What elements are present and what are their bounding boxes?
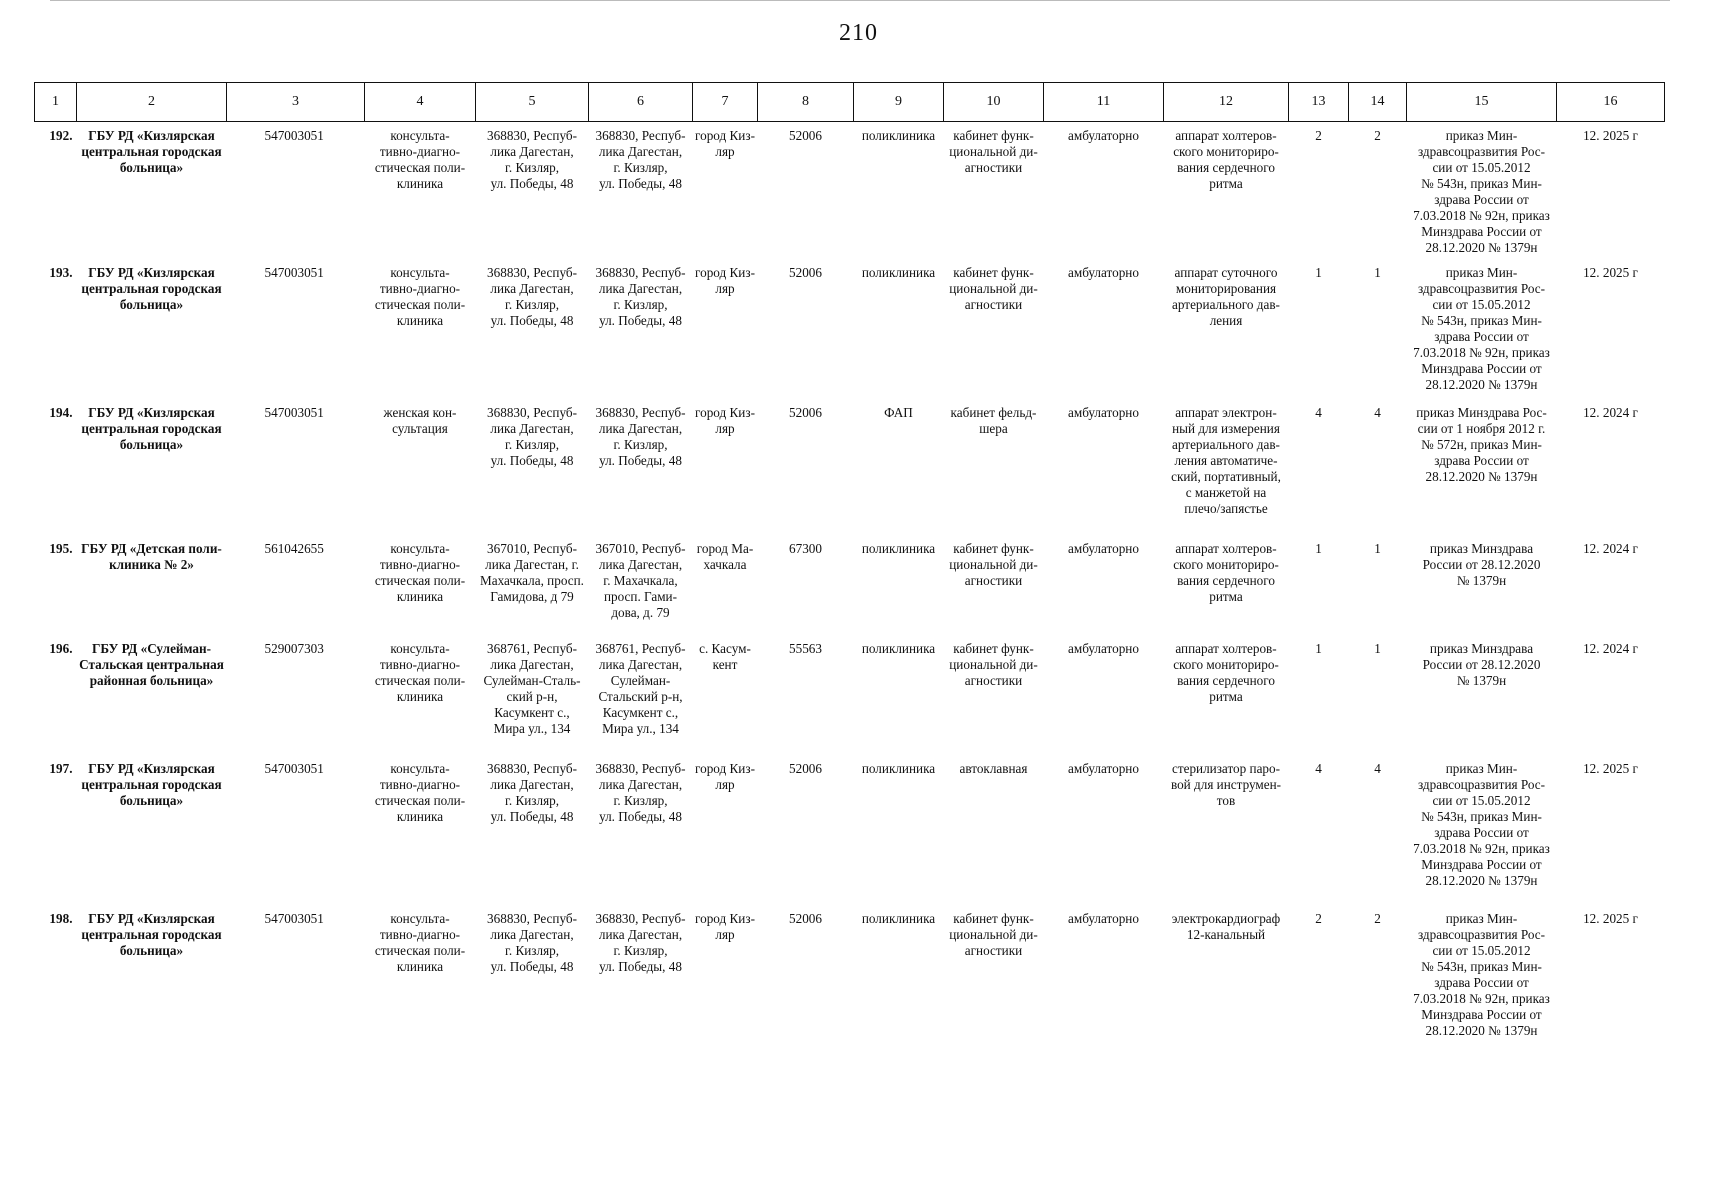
column-header: 16 (1557, 83, 1665, 122)
column-header: 3 (227, 83, 365, 122)
legal-address: 368830, Респуб- лика Дагестан, г. Кизляр, ул. Победы, 48 (487, 264, 577, 328)
care-mode: амбулаторно (1068, 910, 1139, 926)
table-row (35, 122, 1665, 259)
care-mode: амбулаторно (1068, 640, 1139, 656)
inn-code: 547003051 (264, 264, 324, 280)
unit-name: женская кон- сультация (383, 404, 457, 436)
column-header: 13 (1289, 83, 1349, 122)
table-row (35, 905, 1665, 1055)
inn-code: 529007303 (264, 640, 324, 656)
organization-name: ГБУ РД «Кизлярская центральная городская больница» (81, 404, 222, 452)
oktmo-code: 52006 (789, 404, 822, 420)
row-number: 197. (49, 760, 73, 776)
facility-type: поликлиника (861, 128, 936, 143)
row-number: 193. (49, 264, 73, 280)
quantity-required: 2 (1315, 128, 1322, 143)
care-mode: амбулаторно (1068, 128, 1139, 143)
inn-code: 547003051 (264, 404, 324, 420)
unit-name: консульта- тивно-диагно- стическая поли- клиника (374, 760, 466, 824)
equipment-name: аппарат холтеров- ского мониториро- вания сердечного ритма (1173, 540, 1279, 604)
organization-name: ГБУ РД «Сулейман- Стальская центральная районная больница» (79, 640, 224, 688)
quantity-required: 4 (1315, 404, 1322, 420)
column-header: 12 (1164, 83, 1289, 122)
column-header: 8 (758, 83, 854, 122)
quantity-required: 4 (1315, 760, 1322, 776)
quantity-required: 1 (1315, 640, 1322, 656)
facility-type: поликлиника (861, 264, 936, 280)
facility-type: поликлиника (861, 760, 936, 776)
facility-type: поликлиника (861, 540, 936, 556)
room-name: кабинет функ- циональной ди- агностики (949, 128, 1038, 175)
actual-address: 368830, Респуб- лика Дагестан, г. Кизляр, ул. Победы, 48 (595, 264, 686, 328)
actual-address: 368830, Респуб- лика Дагестан, г. Кизляр, ул. Победы, 48 (595, 128, 686, 191)
page-number: 210 (839, 20, 878, 46)
equipment-name: электрокардиограф 12-канальный (1171, 910, 1281, 942)
row-number: 194. (49, 404, 73, 420)
legal-address: 368830, Респуб- лика Дагестан, г. Кизляр, ул. Победы, 48 (487, 760, 577, 824)
actual-address: 368830, Респуб- лика Дагестан, г. Кизляр, ул. Победы, 48 (595, 760, 686, 824)
quantity-planned: 1 (1374, 264, 1381, 280)
legal-basis: приказ Мин- здравсоцразвития Рос- сии от 15.05.2012 № 543н, приказ Мин- здрава России от 7.03.2018 № 92н, приказ Минздрава России от 28.12.2020 № 1379н (1413, 910, 1550, 1038)
deadline: 12. 2024 г (1583, 640, 1638, 656)
quantity-planned: 1 (1374, 640, 1381, 656)
table-row (35, 535, 1665, 635)
actual-address: 368761, Респуб- лика Дагестан, Сулейман- Стальский р-н, Касумкент с., Мира ул., 134 (595, 640, 686, 736)
care-mode: амбулаторно (1068, 264, 1139, 280)
quantity-required: 2 (1315, 910, 1322, 926)
quantity-planned: 2 (1374, 128, 1381, 143)
actual-address: 367010, Респуб- лика Дагестан, г. Махачкала, просп. Гами- дова, д. 79 (595, 540, 686, 620)
equipment-name: аппарат холтеров- ского мониториро- вания сердечного ритма (1173, 128, 1279, 191)
organization-name: ГБУ РД «Кизлярская центральная городская больница» (81, 264, 222, 312)
room-name: кабинет фельд- шера (950, 404, 1037, 436)
inn-code: 547003051 (264, 128, 324, 143)
column-header: 2 (77, 83, 227, 122)
quantity-required: 1 (1315, 540, 1322, 556)
row-number: 195. (49, 540, 73, 556)
top-rule (50, 0, 1670, 1)
unit-name: консульта- тивно-диагно- стическая поли- клиника (374, 540, 466, 604)
column-header: 5 (476, 83, 589, 122)
care-mode: амбулаторно (1068, 540, 1139, 556)
care-mode: амбулаторно (1068, 404, 1139, 420)
equipment-name: аппарат холтеров- ского мониториро- вания сердечного ритма (1173, 640, 1279, 704)
legal-address: 368830, Респуб- лика Дагестан, г. Кизляр, ул. Победы, 48 (487, 128, 577, 191)
column-header: 11 (1044, 83, 1164, 122)
legal-address: 367010, Респуб- лика Дагестан, г. Махачкала, просп. Гамидова, д 79 (480, 540, 584, 604)
equipment-name: аппарат суточного мониторирования артериального дав- ления (1172, 264, 1280, 328)
column-header: 15 (1407, 83, 1557, 122)
organization-name: ГБУ РД «Кизлярская центральная городская больница» (81, 128, 222, 175)
room-name: кабинет функ- циональной ди- агностики (949, 264, 1038, 312)
inn-code: 547003051 (264, 760, 324, 776)
quantity-planned: 2 (1374, 910, 1381, 926)
oktmo-code: 67300 (789, 540, 822, 556)
oktmo-code: 52006 (789, 128, 822, 143)
row-number: 198. (49, 910, 73, 926)
table-row (35, 259, 1665, 399)
unit-name: консульта- тивно-диагно- стическая поли- клиника (374, 264, 466, 328)
oktmo-code: 52006 (789, 910, 822, 926)
facility-type: поликлиника (861, 640, 936, 656)
column-header: 1 (35, 83, 77, 122)
column-header: 6 (589, 83, 693, 122)
locality: с. Касум- кент (699, 640, 751, 672)
equipment-name: стерилизатор паро- вой для инструмен- тов (1170, 760, 1282, 808)
unit-name: консульта- тивно-диагно- стическая поли- клиника (374, 128, 466, 191)
legal-basis: приказ Мин- здравсоцразвития Рос- сии от 15.05.2012 № 543н, приказ Мин- здрава России от 7.03.2018 № 92н, приказ Минздрава России от 28.12.2020 № 1379н (1413, 760, 1550, 888)
facility-type: ФАП (884, 404, 913, 420)
unit-name: консульта- тивно-диагно- стическая поли- клиника (374, 910, 466, 974)
legal-basis: приказ Мин- здравсоцразвития Рос- сии от 15.05.2012 № 543н, приказ Мин- здрава России от 7.03.2018 № 92н, приказ Минздрава России от 28.12.2020 № 1379н (1413, 128, 1550, 255)
legal-basis: приказ Минздрава России от 28.12.2020 № 1379н (1422, 540, 1541, 588)
deadline: 12. 2024 г (1583, 540, 1638, 556)
quantity-planned: 4 (1374, 404, 1381, 420)
quantity-required: 1 (1315, 264, 1322, 280)
locality: город Киз- ляр (695, 128, 755, 159)
locality: город Киз- ляр (695, 760, 755, 792)
legal-basis: приказ Минздрава Рос- сии от 1 ноября 2012 г. № 572н, приказ Мин- здрава России от 28.12.2020 № 1379н (1416, 404, 1547, 484)
actual-address: 368830, Респуб- лика Дагестан, г. Кизляр, ул. Победы, 48 (595, 910, 686, 974)
column-header: 7 (693, 83, 758, 122)
room-name: кабинет функ- циональной ди- агностики (949, 910, 1038, 958)
inn-code: 547003051 (264, 910, 324, 926)
header-row (35, 83, 1665, 122)
deadline: 12. 2025 г (1583, 128, 1638, 143)
row-number: 196. (49, 640, 73, 656)
oktmo-code: 52006 (789, 760, 822, 776)
actual-address: 368830, Респуб- лика Дагестан, г. Кизляр, ул. Победы, 48 (595, 404, 686, 468)
column-header: 14 (1349, 83, 1407, 122)
deadline: 12. 2025 г (1583, 264, 1638, 280)
room-name: автоклавная (959, 760, 1028, 776)
locality: город Киз- ляр (695, 404, 755, 436)
organization-name: ГБУ РД «Кизлярская центральная городская больница» (81, 760, 222, 808)
table-row (35, 399, 1665, 535)
oktmo-code: 55563 (789, 640, 822, 656)
legal-address: 368761, Респуб- лика Дагестан, Сулейман-Сталь- ский р-н, Касумкент с., Мира ул., 134 (483, 640, 581, 736)
unit-name: консульта- тивно-диагно- стическая поли- клиника (374, 640, 466, 704)
legal-basis: приказ Минздрава России от 28.12.2020 № 1379н (1422, 640, 1541, 688)
care-mode: амбулаторно (1068, 760, 1139, 776)
quantity-planned: 1 (1374, 540, 1381, 556)
legal-basis: приказ Мин- здравсоцразвития Рос- сии от 15.05.2012 № 543н, приказ Мин- здрава России от 7.03.2018 № 92н, приказ Минздрава России от 28.12.2020 № 1379н (1413, 264, 1550, 392)
locality: город Ма- хачкала (696, 540, 754, 572)
register-table (34, 82, 1665, 1055)
room-name: кабинет функ- циональной ди- агностики (949, 640, 1038, 688)
legal-address: 368830, Респуб- лика Дагестан, г. Кизляр, ул. Победы, 48 (487, 404, 577, 468)
quantity-planned: 4 (1374, 760, 1381, 776)
column-header: 9 (854, 83, 944, 122)
table-row (35, 635, 1665, 755)
room-name: кабинет функ- циональной ди- агностики (949, 540, 1038, 588)
column-header: 4 (365, 83, 476, 122)
equipment-name: аппарат электрон- ный для измерения артериального дав- ления автоматиче- ский, портативный, с манжетой на плечо/запястье (1171, 404, 1281, 516)
locality: город Киз- ляр (695, 264, 755, 296)
table-row (35, 755, 1665, 905)
organization-name: ГБУ РД «Кизлярская центральная городская больница» (81, 910, 222, 958)
deadline: 12. 2025 г (1583, 760, 1638, 776)
organization-name: ГБУ РД «Детская поли- клиника № 2» (81, 540, 222, 572)
legal-address: 368830, Респуб- лика Дагестан, г. Кизляр, ул. Победы, 48 (487, 910, 577, 974)
facility-type: поликлиника (861, 910, 936, 926)
deadline: 12. 2025 г (1583, 910, 1638, 926)
oktmo-code: 52006 (789, 264, 822, 280)
column-header: 10 (944, 83, 1044, 122)
row-number: 192. (49, 128, 73, 143)
deadline: 12. 2024 г (1583, 404, 1638, 420)
locality: город Киз- ляр (695, 910, 755, 942)
inn-code: 561042655 (264, 540, 324, 556)
